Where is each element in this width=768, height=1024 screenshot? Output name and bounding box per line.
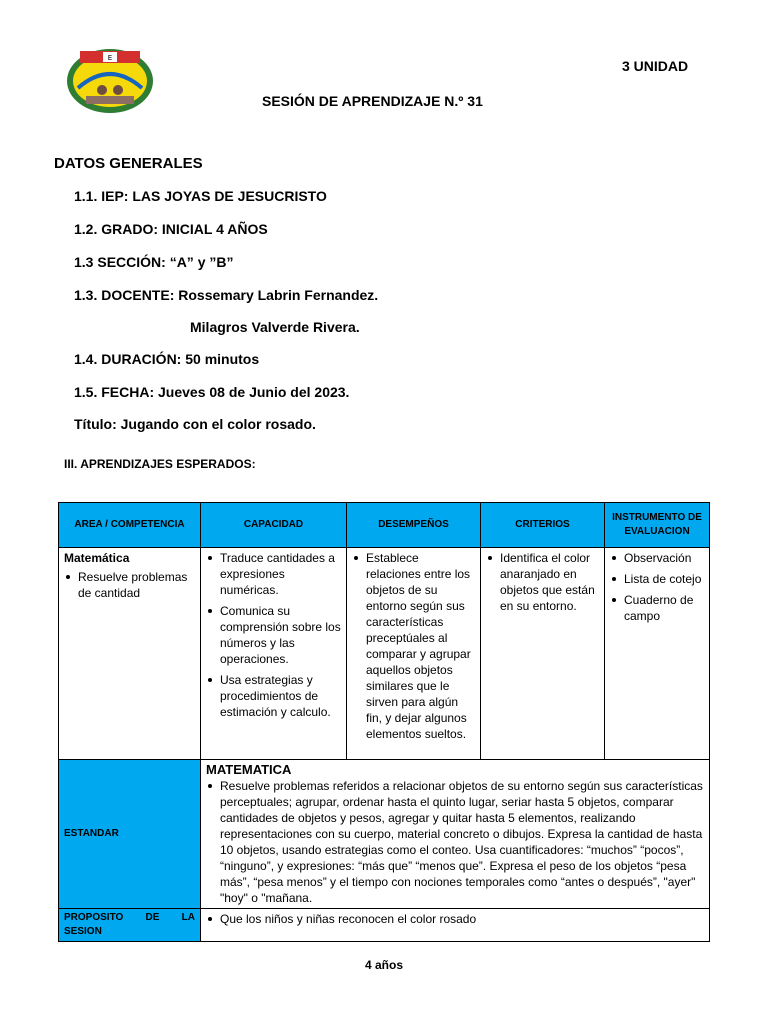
table-header-row [59,503,710,548]
svg-text:E: E [107,54,113,62]
datos-generales-heading: DATOS GENERALES [54,155,203,172]
capacidad-item: Usa estrategias y procedimientos de estimación y calculo. [206,672,341,720]
capacidad-cell [201,548,347,760]
estandar-area: MATEMATICA [206,762,292,777]
aprendizajes-heading: III. APRENDIZAJES ESPERADOS: [64,457,256,471]
session-title: SESIÓN DE APRENDIZAJE N.º 31 [262,93,483,109]
seccion-line: 1.3 SECCIÓN: “A” y ”B” [74,254,234,270]
proposito-label: PROPOSITO DE LA SESION [64,912,195,937]
estandar-content-cell [201,760,710,909]
header-criterios: CRITERIOS [481,503,605,548]
desempeno-item: Establece relaciones entre los objetos de su entorno según sus características preceptúales al comparar y agrupar aquellos objetos similares que le sirven para algún fin, y dejar algunos elementos sueltos. [352,550,475,742]
estandar-row [59,760,710,909]
header-capacidad: CAPACIDAD [201,503,347,548]
capacidad-item: Traduce cantidades a expresiones numéricas. [206,550,341,598]
page-footer: 4 años [364,958,403,972]
competencia-item: Resuelve problemas de cantidad [64,569,195,601]
docente-line: 1.3. DOCENTE: Rossemary Labrin Fernandez. [74,287,379,303]
header-instrumento: INSTRUMENTO DE EVALUACION [605,503,710,548]
criterio-cell [481,548,605,760]
capacidad-item: Comunica su comprensión sobre los números y las operaciones. [206,603,341,667]
header-desempenos: DESEMPEÑOS [347,503,481,548]
instrumento-item: Lista de cotejo [610,571,704,587]
fecha-line: 1.5. FECHA: Jueves 08 de Junio del 2023. [74,384,350,400]
proposito-label-cell [59,909,201,942]
grado-line: 1.2. GRADO: INICIAL 4 AÑOS [74,221,268,237]
docente-line-2: Milagros Valverde Rivera. [190,319,360,335]
header-area: AREA / COMPETENCIA [59,503,201,548]
instrumento-cell [605,548,710,760]
learning-table [58,502,710,942]
instrumento-item: Observación [610,550,704,566]
proposito-row [59,909,710,942]
instrumento-item: Cuaderno de campo [610,592,704,624]
estandar-label: ESTANDAR [64,828,119,839]
table-row [59,548,710,760]
area-name: Matemática [64,551,130,565]
desempeno-cell [347,548,481,760]
duracion-line: 1.4. DURACIÓN: 50 minutos [74,351,260,367]
school-logo [66,48,154,114]
titulo-line: Título: Jugando con el color rosado. [74,416,316,432]
iep-line: 1.1. IEP: LAS JOYAS DE JESUCRISTO [74,188,327,204]
area-cell [59,548,201,760]
proposito-content-cell [201,909,710,942]
estandar-label-cell [59,760,201,909]
estandar-text: Resuelve problemas referidos a relacionar objetos de su entorno según sus características perceptuales; agrupar, ordenar hasta el quinto lugar, seriar hasta 5 objetos, comparar cantidades de objetos y pesos, agregar y quitar hasta 5 elementos, realizando representaciones con su cuerpo, material concreto o dibujos. Expresa la cantidad de hasta 10 objetos, usando estrategias como el conteo. Usa cuantificadores: “muchos” “pocos”, “ninguno”, y expresiones: “más que” “menos que”. Expresa el peso de los objetos “pesa más”, “pesa menos” y el tiempo con nociones temporales como “antes o después”, "ayer" "hoy" o "mañana. [206,778,704,906]
unidad-label: 3 UNIDAD [622,58,689,74]
proposito-text: Que los niños y niñas reconocen el color rosado [206,911,704,927]
criterio-item: Identifica el color anaranjado en objetos que están en su entorno. [486,550,599,614]
